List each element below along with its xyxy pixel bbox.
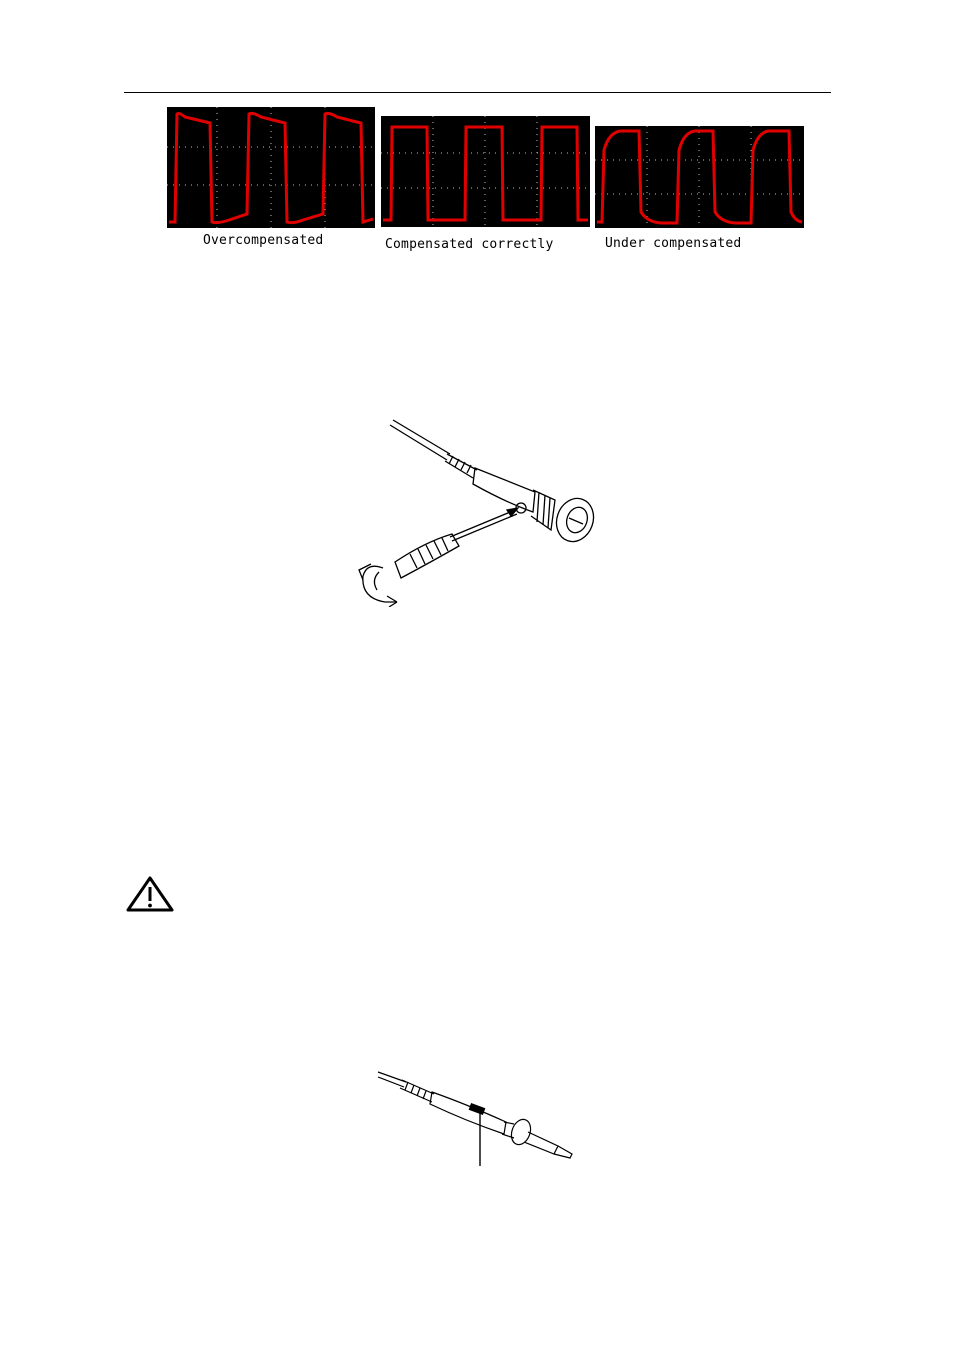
scope-overcompensated xyxy=(167,107,375,228)
header-rule xyxy=(124,92,831,93)
scope-compensated-correctly xyxy=(381,116,590,227)
screwdriver-probe-compensation-icon xyxy=(355,412,605,607)
scope-under-compensated xyxy=(595,126,804,228)
caption-under-compensated: Under compensated xyxy=(605,236,742,251)
caption-compensated-correctly: Compensated correctly xyxy=(385,237,554,252)
caption-overcompensated: Overcompensated xyxy=(203,233,324,248)
probe-attenuation-switch-icon xyxy=(376,1066,578,1168)
warning-triangle-icon xyxy=(126,876,174,912)
